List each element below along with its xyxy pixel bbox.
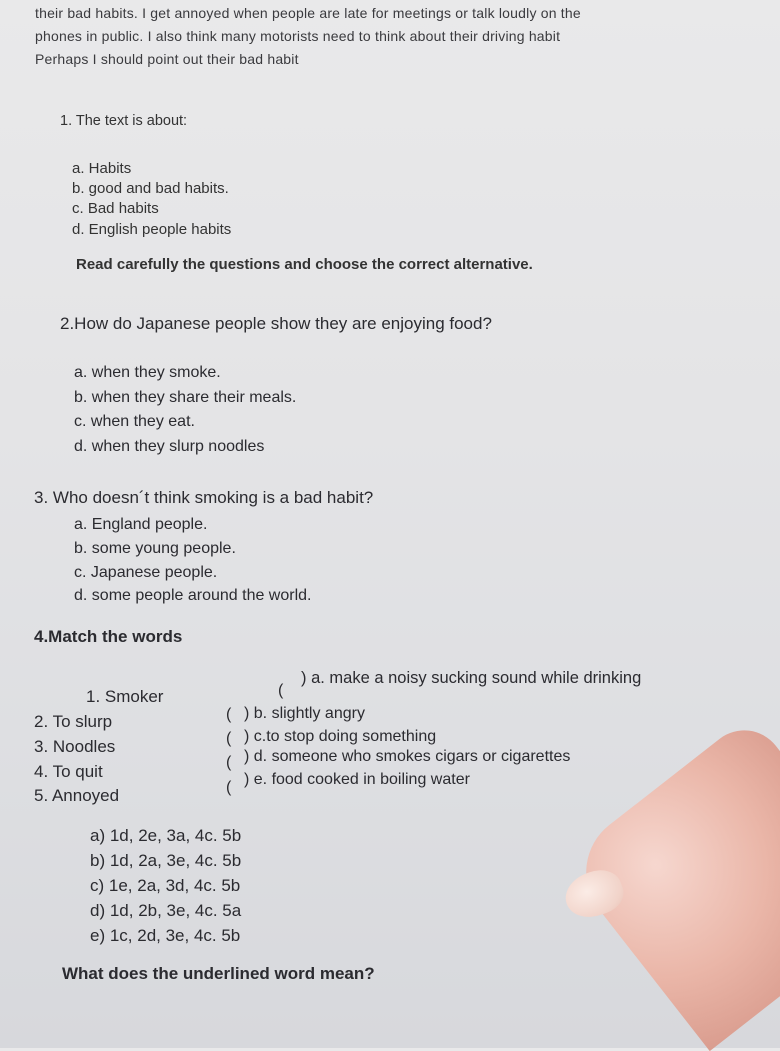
q3-option-b: b. some young people. <box>74 540 236 557</box>
answer-blank-4: ( <box>226 754 232 771</box>
q4-answer-e: e) 1c, 2d, 3e, 4c. 5b <box>90 926 241 945</box>
q1-option-b: b. good and bad habits. <box>72 180 229 197</box>
q3-option-a: a. England people. <box>74 516 208 533</box>
intro-line-3: Perhaps I should point out their bad habit <box>35 51 299 67</box>
match-word-5: 5. Annoyed <box>34 786 120 805</box>
question-3: 3. Who doesn´t think smoking is a bad habit? <box>34 488 374 507</box>
question-4-title: 4.Match the words <box>34 627 183 646</box>
match-word-4: 4. To quit <box>34 762 103 781</box>
intro-line-2: phones in public. I also think many motorists need to think about their driving habit <box>35 28 561 44</box>
match-word-1: 1. Smoker <box>86 687 164 706</box>
q3-option-d: d. some people around the world. <box>74 587 312 604</box>
q2-option-a: a. when they smoke. <box>74 364 221 381</box>
match-definition-a: ) a. make a noisy sucking sound while drinking <box>301 669 642 687</box>
answer-blank-2: ( <box>226 706 232 723</box>
question-1: 1. The text is about: <box>60 113 188 129</box>
answer-blank-5: ( <box>226 779 232 796</box>
q4-answer-c: c) 1e, 2a, 3d, 4c. 5b <box>90 876 241 895</box>
q4-answer-a: a) 1d, 2e, 3a, 4c. 5b <box>90 826 242 845</box>
match-word-3: 3. Noodles <box>34 737 116 756</box>
match-definition-e: ) e. food cooked in boiling water <box>244 771 470 788</box>
answer-blank-1: ( <box>278 682 284 699</box>
q2-option-c: c. when they eat. <box>74 413 195 430</box>
q1-option-c: c. Bad habits <box>72 200 159 217</box>
match-definition-d: ) d. someone who smokes cigars or cigarettes <box>244 748 571 765</box>
final-question: What does the underlined word mean? <box>62 964 375 983</box>
intro-line-1: their bad habits. I get annoyed when people are late for meetings or talk loudly on the <box>35 5 581 21</box>
question-2: 2.How do Japanese people show they are enjoying food? <box>60 314 492 333</box>
q4-answer-d: d) 1d, 2b, 3e, 4c. 5a <box>90 901 242 920</box>
instruction-heading: Read carefully the questions and choose the correct alternative. <box>76 256 533 273</box>
q4-answer-b: b) 1d, 2a, 3e, 4c. 5b <box>90 851 242 870</box>
q1-option-a: a. Habits <box>72 160 132 177</box>
match-word-2: 2. To slurp <box>34 712 113 731</box>
q2-option-d: d. when they slurp noodles <box>74 438 265 455</box>
answer-blank-3: ( <box>226 730 232 747</box>
q2-option-b: b. when they share their meals. <box>74 389 297 406</box>
q1-option-d: d. English people habits <box>72 221 232 238</box>
q3-option-c: c. Japanese people. <box>74 564 218 581</box>
match-definition-c: ) c.to stop doing something <box>244 728 437 745</box>
match-definition-b: ) b. slightly angry <box>244 705 365 722</box>
